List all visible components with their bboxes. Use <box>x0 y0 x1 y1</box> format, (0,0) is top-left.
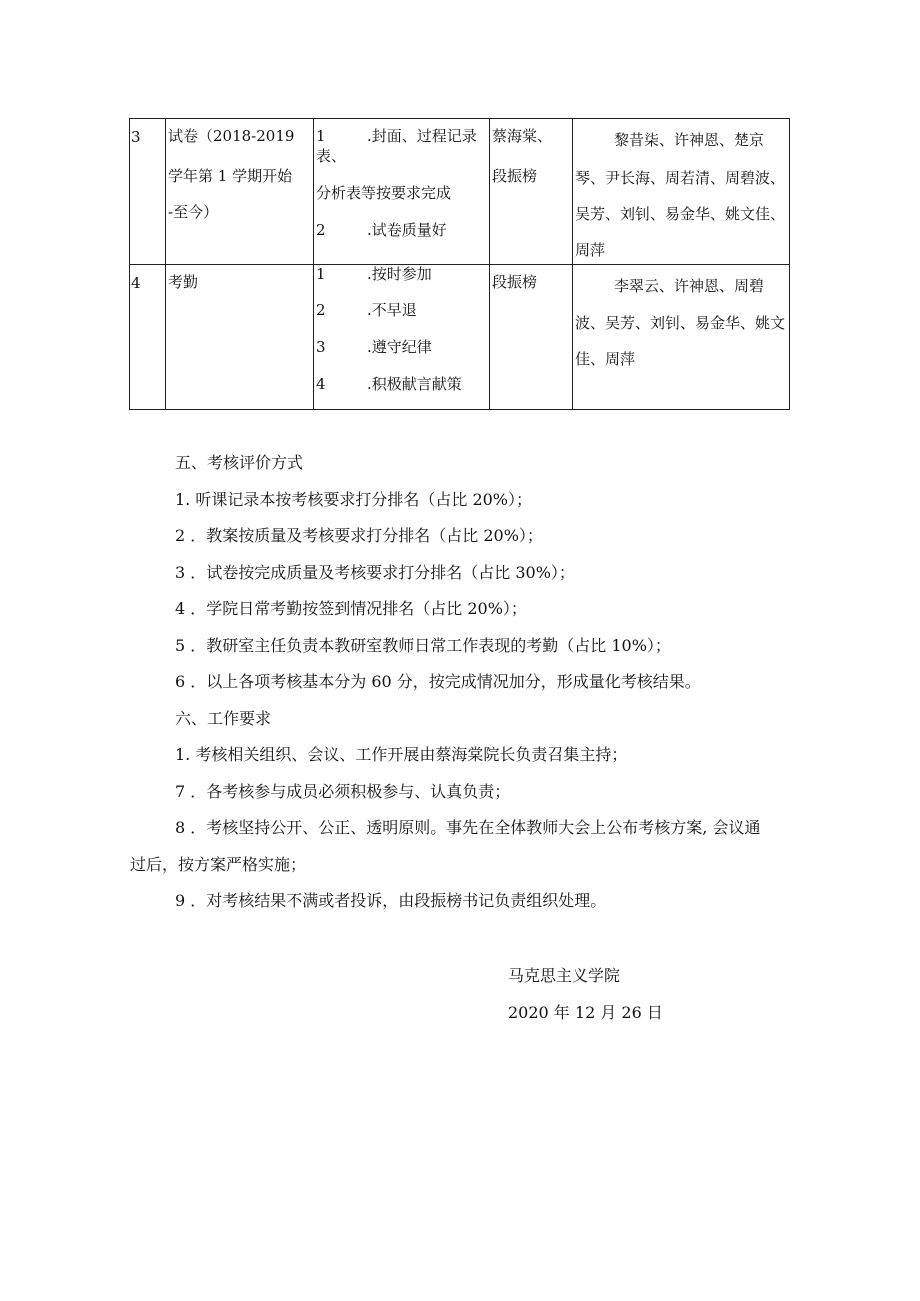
requirement-text: 分析表等按要求完成 <box>316 184 452 202</box>
member-line: 周萍 <box>575 241 606 259</box>
row-divider <box>129 264 790 265</box>
member-line: 琴、尹长海、周若清、周碧波、 <box>575 169 786 187</box>
requirement-number: 1 <box>316 127 326 145</box>
member-line: 李翠云、许神恩、周碧 <box>614 277 765 295</box>
row-number: 4 <box>131 274 141 292</box>
signature-org: 马克思主义学院 <box>508 966 621 985</box>
list-item: 7 ．各考核参与成员必须积极参与、认真负责； <box>175 782 511 801</box>
requirement-text: .封面、过程记录 <box>367 127 477 145</box>
requirement-number: 3 <box>316 338 326 356</box>
member-line: 黎昔柒、许神恩、楚京 <box>614 131 765 149</box>
column-divider <box>572 118 573 410</box>
list-item: 4 ．学院日常考勤按签到情况排名（占比 20%）； <box>175 599 527 618</box>
section-title: 六、工作要求 <box>175 709 272 728</box>
row-number: 3 <box>131 128 141 146</box>
requirement-text: .按时参加 <box>367 265 432 283</box>
section-title: 五、考核评价方式 <box>175 453 304 472</box>
requirement-text: .不早退 <box>367 301 417 319</box>
item-line: 考勤 <box>168 273 199 291</box>
member-line: 吴芳、刘钊、易金华、姚文佳、 <box>575 205 786 223</box>
requirement-number: 1 <box>316 265 326 283</box>
requirement-text: 表、 <box>316 147 347 165</box>
member-line: 佳、周萍 <box>575 350 636 368</box>
column-divider <box>313 118 314 410</box>
column-divider <box>165 118 166 410</box>
requirement-text: .试卷质量好 <box>367 221 447 239</box>
list-item: 1. 考核相关组织、会议、工作开展由蔡海棠院长负责召集主持； <box>175 745 628 764</box>
list-item: 8 ．考核坚持公开、公正、透明原则。事先在全体教师大会上公布考核方案, 会议通 <box>175 818 761 837</box>
list-item: 3 ．试卷按完成质量及考核要求打分排名（占比 30%）； <box>175 563 575 582</box>
leader-line: 段振榜 <box>492 273 538 291</box>
signature-date: 2020 年 12 月 26 日 <box>508 1003 663 1022</box>
leader-line: 段振榜 <box>492 167 538 185</box>
list-item: 9 ．对考核结果不满或者投诉，由段振榜书记负责组织处理。 <box>175 891 607 910</box>
requirement-text: .积极献言献策 <box>367 375 462 393</box>
list-item: 1. 听课记录本按考核要求打分排名（占比 20%）； <box>175 490 533 509</box>
list-item: 6 ．以上各项考核基本分为 60 分，按完成情况加分，形成量化考核结果。 <box>175 672 701 691</box>
requirement-number: 2 <box>316 301 326 319</box>
list-item-continuation: 过后，按方案严格实施； <box>130 855 307 874</box>
item-line: 试卷（2018-2019 <box>168 127 295 145</box>
leader-line: 蔡海棠、 <box>492 127 553 145</box>
list-item: 2 ．教案按质量及考核要求打分排名（占比 20%）； <box>175 526 543 545</box>
requirement-number: 2 <box>316 221 326 239</box>
list-item: 5 ．教研室主任负责本教研室教师日常工作表现的考勤（占比 10%）； <box>175 636 671 655</box>
requirement-text: .遵守纪律 <box>367 338 432 356</box>
requirement-number: 4 <box>316 375 326 393</box>
column-divider <box>489 118 490 410</box>
item-line: 学年第 1 学期开始 <box>168 167 293 185</box>
item-line: -至今） <box>168 203 219 221</box>
member-line: 波、吴芳、刘钊、易金华、姚文 <box>575 314 786 332</box>
